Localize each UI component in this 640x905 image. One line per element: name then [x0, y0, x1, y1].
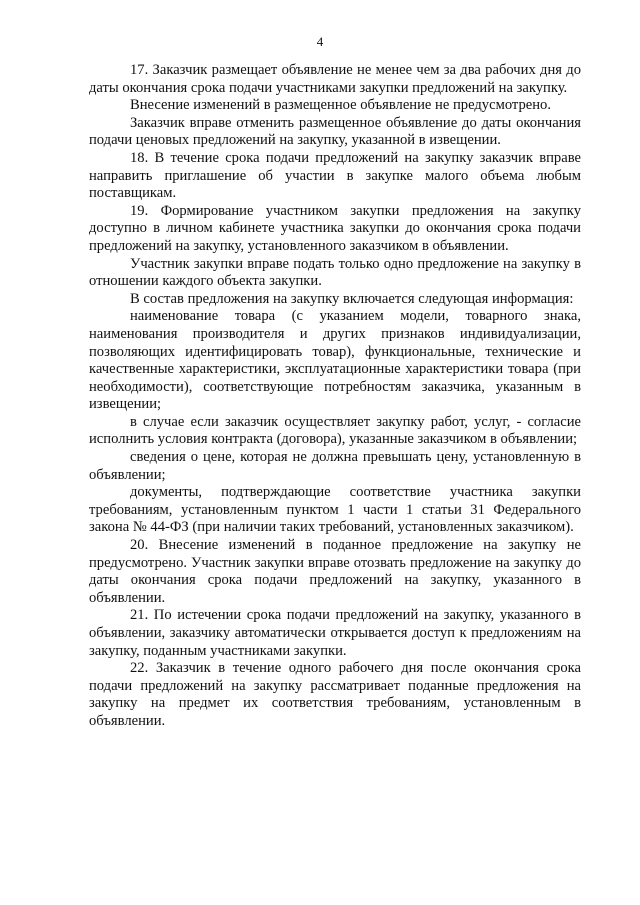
- document-body: [89, 62, 581, 731]
- paragraph-proposal-contents: В состав предложения на закупку включается следующая информация:: [130, 290, 574, 307]
- paragraph-documents: документы, подтверждающие соответствие участника закупки требованиям, установленным пунктом 1 части 1 статьи 31 Федерального закона № 44-ФЗ (при наличии таких требований, установленных заказчиком).: [89, 484, 581, 536]
- paragraph-17: 17. Заказчик размещает объявление не менее чем за два рабочих дня до даты окончания срока подачи участниками закупки предложений на закупку.: [89, 62, 581, 96]
- paragraph-one-proposal: Участник закупки вправе подать только одно предложение на закупку в отношении каждого объекта закупки.: [89, 255, 581, 290]
- paragraph-22: 22. Заказчик в течение одного рабочего дня после окончания срока подачи предложений на закупку рассматривает поданные предложения на закупку на предмет их соответствия требованиям, установленным в объявлении.: [89, 660, 581, 729]
- paragraph-consent: в случае если заказчик осуществляет закупку работ, услуг, - согласие исполнить условия контракта (договора), указанные заказчиком в объявлении;: [89, 413, 581, 448]
- page-number: 4: [316, 34, 324, 49]
- paragraph-price: сведения о цене, которая не должна превышать цену, установленную в объявлении;: [89, 449, 581, 483]
- paragraph-goods-name: наименование товара (с указанием модели, товарного знака, наименования производителя и других признаков индивидуализации, позволяющих идентифицировать товар), функциональные, технические и качественные характеристики, эксплуатационные характеристики товара (при необходимости), соответствующие потребностям заказчика, указанным в извещении;: [89, 308, 581, 413]
- paragraph-no-changes: Внесение изменений в размещенное объявление не предусмотрено.: [130, 97, 552, 114]
- paragraph-19: 19. Формирование участником закупки предложения на закупку доступно в личном кабинете участника закупки до окончания срока подачи предложений на закупку, установленного заказчиком в объявлении.: [89, 202, 581, 254]
- paragraph-cancel-notice: Заказчик вправе отменить размещенное объявление до даты окончания подачи ценовых предложений на закупку, указанной в извещении.: [89, 114, 581, 149]
- paragraph-20: 20. Внесение изменений в поданное предложение на закупку не предусмотрено. Участник закупки вправе отозвать предложение на закупку до даты окончания срока подачи предложений на закупку, указанного в объявлении.: [89, 537, 581, 606]
- paragraph-21: 21. По истечении срока подачи предложений на закупку, указанного в объявлении, заказчику автоматически открывается доступ к предложениям на закупку, поданным участниками закупки.: [89, 607, 581, 659]
- paragraph-18: 18. В течение срока подачи предложений на закупку заказчик вправе направить приглашение об участии в закупке малого объема любым поставщикам.: [89, 149, 581, 202]
